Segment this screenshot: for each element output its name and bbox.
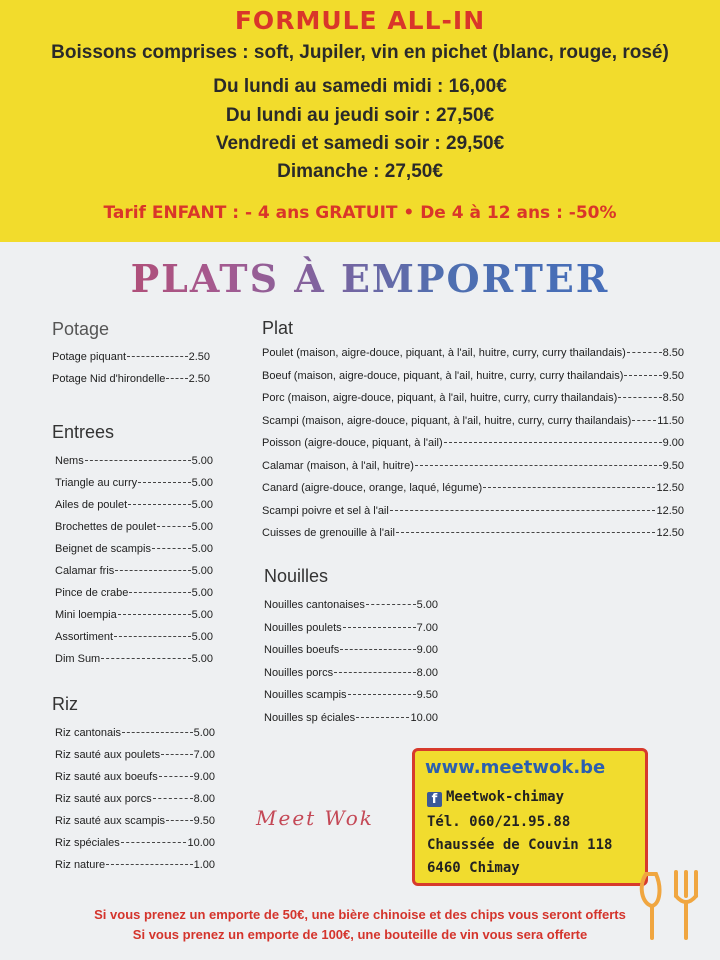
potage-item-name: Potage Nid d'hirondelle bbox=[52, 373, 166, 385]
riz-item-price: 10.00 bbox=[187, 837, 215, 849]
dotted-leader bbox=[624, 375, 661, 376]
riz-item bbox=[55, 859, 215, 871]
nouilles-heading: Nouilles bbox=[264, 566, 329, 586]
dotted-leader bbox=[115, 570, 190, 571]
entree-item-price: 5.00 bbox=[191, 543, 213, 555]
nouilles-item-name: Nouilles poulets bbox=[264, 621, 342, 634]
entree-item-price: 5.00 bbox=[191, 477, 213, 489]
formule-title: FORMULE ALL-IN bbox=[234, 6, 486, 35]
dotted-leader bbox=[121, 842, 187, 843]
dotted-leader bbox=[129, 592, 190, 593]
nouilles-item-price: 8.00 bbox=[416, 666, 438, 679]
dotted-leader bbox=[85, 460, 191, 461]
riz-item bbox=[55, 815, 215, 827]
dotted-leader bbox=[106, 864, 192, 865]
riz-item bbox=[55, 837, 215, 849]
plat-item-name: Calamar (maison, à l'ail, huitre) bbox=[262, 459, 414, 472]
facebook-line[interactable] bbox=[427, 789, 564, 807]
entree-item-name: Dim Sum bbox=[55, 653, 101, 665]
dotted-leader bbox=[122, 732, 193, 733]
formule-price-1: Du lundi au samedi midi : 16,00€ bbox=[213, 76, 507, 97]
plat-item-price: 11.50 bbox=[657, 414, 684, 427]
phone-number: Tél. 060/21.95.88 bbox=[427, 814, 571, 830]
entree-item bbox=[55, 565, 213, 577]
plat-item-price: 12.50 bbox=[656, 527, 684, 539]
nouilles-item bbox=[264, 622, 438, 634]
nouilles-item-price: 9.50 bbox=[416, 689, 438, 701]
entree-item-price: 5.00 bbox=[191, 587, 213, 599]
dotted-leader bbox=[161, 754, 192, 755]
nouilles-item-price: 10.00 bbox=[410, 711, 438, 724]
riz-item-price: 8.00 bbox=[193, 793, 215, 805]
potage-item-price: 2.50 bbox=[188, 351, 210, 363]
entree-item-name: Pince de crabe bbox=[55, 587, 129, 599]
entree-item-price: 5.00 bbox=[191, 609, 213, 621]
meet-wok-logo: Meet Wok bbox=[256, 806, 374, 830]
dotted-leader bbox=[152, 548, 191, 549]
potage-item bbox=[52, 351, 210, 363]
entree-item bbox=[55, 631, 213, 643]
plat-item-name: Poulet (maison, aigre-douce, piquant, à l'ail, huitre, curry, curry thailandais) bbox=[262, 347, 626, 359]
riz-item-name: Riz cantonais bbox=[55, 727, 122, 739]
nouilles-item-price: 5.00 bbox=[416, 599, 438, 611]
entree-item-name: Beignet de scampis bbox=[55, 543, 151, 555]
child-rate: Tarif ENFANT : - 4 ans GRATUIT • De 4 à 12 ans : -50% bbox=[103, 203, 617, 223]
potage-heading: Potage bbox=[52, 319, 110, 339]
entree-item-price: 5.00 bbox=[191, 631, 213, 643]
nouilles-item bbox=[264, 667, 438, 679]
address-line-1: Chaussée de Couvin 118 bbox=[427, 837, 613, 853]
formule-price-2: Du lundi au jeudi soir : 27,50€ bbox=[225, 105, 495, 126]
dotted-leader bbox=[415, 465, 662, 466]
plat-item-price: 8.50 bbox=[662, 347, 684, 359]
riz-item-name: Riz spéciales bbox=[55, 837, 120, 849]
entree-item-price: 5.00 bbox=[191, 565, 213, 577]
entree-item-price: 5.00 bbox=[191, 653, 213, 665]
entree-item-name: Mini loempia bbox=[55, 609, 117, 621]
plat-item bbox=[262, 392, 684, 404]
plat-item-price: 9.00 bbox=[662, 437, 684, 449]
dotted-leader bbox=[166, 378, 187, 379]
potage-item bbox=[52, 373, 210, 385]
dotted-leader bbox=[343, 627, 416, 628]
plat-item bbox=[262, 527, 684, 539]
riz-item bbox=[55, 771, 215, 783]
riz-item-name: Riz sauté aux boeufs bbox=[55, 771, 158, 783]
website-link[interactable]: www.meetwok.be bbox=[425, 757, 606, 778]
riz-item bbox=[55, 793, 215, 805]
plat-item bbox=[262, 505, 684, 517]
nouilles-item-name: Nouilles porcs bbox=[264, 666, 334, 679]
facebook-icon: f bbox=[427, 792, 442, 807]
potage-item-price: 2.50 bbox=[188, 373, 210, 385]
nouilles-item-price: 7.00 bbox=[416, 621, 438, 634]
dotted-leader bbox=[157, 526, 191, 527]
entree-item bbox=[55, 653, 213, 665]
plat-item-price: 9.50 bbox=[662, 369, 684, 382]
entree-item bbox=[55, 499, 213, 511]
plats-title: PLATS À EMPORTER bbox=[0, 256, 720, 301]
plat-item bbox=[262, 370, 684, 382]
entrees-heading: Entrees bbox=[52, 422, 115, 442]
entree-item-name: Brochettes de poulet bbox=[55, 521, 156, 533]
riz-item-price: 5.00 bbox=[193, 727, 215, 739]
nouilles-item-name: Nouilles scampis bbox=[264, 689, 347, 701]
potage-item-name: Potage piquant bbox=[52, 351, 127, 363]
nouilles-item-name: Nouilles boeufs bbox=[264, 644, 340, 656]
entree-item bbox=[55, 521, 213, 533]
plat-item-name: Poisson (aigre-douce, piquant, à l'ail) bbox=[262, 437, 443, 449]
nouilles-item-name: Nouilles cantonaises bbox=[264, 599, 365, 611]
entree-item bbox=[55, 477, 213, 489]
plat-item-name: Cuisses de grenouille à l'ail bbox=[262, 527, 395, 539]
riz-item-price: 9.50 bbox=[193, 815, 215, 827]
dotted-leader bbox=[618, 397, 661, 398]
entree-item bbox=[55, 543, 213, 555]
plat-item bbox=[262, 347, 684, 359]
footer-offer-2: Si vous prenez un emporte de 100€, une bouteille de vin vous sera offerte bbox=[132, 927, 588, 942]
dotted-leader bbox=[114, 636, 191, 637]
entree-item-name: Calamar fris bbox=[55, 565, 115, 577]
dotted-leader bbox=[390, 510, 656, 511]
riz-item-price: 9.00 bbox=[193, 771, 215, 783]
nouilles-item bbox=[264, 712, 438, 724]
plat-item-price: 9.50 bbox=[662, 459, 684, 472]
plat-item bbox=[262, 415, 684, 427]
formule-drinks: Boissons comprises : soft, Jupiler, vin en pichet (blanc, rouge, rosé) bbox=[51, 42, 669, 63]
nouilles-item bbox=[264, 644, 438, 656]
entree-item bbox=[55, 609, 213, 621]
entree-item-price: 5.00 bbox=[191, 499, 213, 511]
plat-item-name: Scampi (maison, aigre-douce, piquant, à l'ail, huitre, curry, curry thailandais) bbox=[262, 414, 632, 427]
nouilles-item-price: 9.00 bbox=[416, 644, 438, 656]
riz-heading: Riz bbox=[52, 694, 78, 714]
riz-item bbox=[55, 749, 215, 761]
dotted-leader bbox=[356, 717, 409, 718]
entree-item bbox=[55, 455, 213, 467]
nouilles-item bbox=[264, 689, 438, 701]
plat-heading: Plat bbox=[262, 318, 294, 338]
footer-offer-1: Si vous prenez un emporte de 50€, une bière chinoise et des chips vous seront offerts bbox=[94, 907, 626, 922]
dotted-leader bbox=[127, 356, 188, 357]
dotted-leader bbox=[118, 614, 191, 615]
dotted-leader bbox=[483, 487, 655, 488]
facebook-name: Meetwok-chimay bbox=[446, 789, 565, 805]
cutlery-watermark-icon bbox=[636, 866, 704, 944]
plat-item-price: 12.50 bbox=[656, 482, 684, 494]
dotted-leader bbox=[348, 694, 416, 695]
dotted-leader bbox=[334, 672, 415, 673]
contact-box bbox=[412, 748, 648, 886]
riz-item-name: Riz sauté aux porcs bbox=[55, 793, 152, 805]
dotted-leader bbox=[444, 442, 662, 443]
dotted-leader bbox=[340, 649, 415, 650]
riz-item-price: 1.00 bbox=[193, 859, 215, 871]
dotted-leader bbox=[632, 420, 656, 421]
nouilles-item bbox=[264, 599, 438, 611]
entree-item-price: 5.00 bbox=[191, 455, 213, 467]
entree-item-name: Triangle au curry bbox=[55, 477, 138, 489]
entree-item-price: 5.00 bbox=[191, 521, 213, 533]
plat-item-name: Porc (maison, aigre-douce, piquant, à l'ail, huitre, curry, curry thailandais) bbox=[262, 392, 618, 404]
plat-item bbox=[262, 437, 684, 449]
riz-item-name: Riz sauté aux poulets bbox=[55, 749, 161, 761]
formule-price-3: Vendredi et samedi soir : 29,50€ bbox=[215, 133, 505, 154]
plat-item-price: 8.50 bbox=[662, 392, 684, 404]
nouilles-item-name: Nouilles sp éciales bbox=[264, 711, 356, 724]
entree-item bbox=[55, 587, 213, 599]
riz-item-name: Riz sauté aux scampis bbox=[55, 815, 166, 827]
dotted-leader bbox=[138, 482, 190, 483]
dotted-leader bbox=[396, 532, 656, 533]
address-line-2: 6460 Chimay bbox=[427, 860, 520, 876]
dotted-leader bbox=[166, 820, 193, 821]
dotted-leader bbox=[627, 352, 662, 353]
dotted-leader bbox=[128, 504, 190, 505]
formule-price-4: Dimanche : 27,50€ bbox=[277, 161, 443, 182]
entree-item-name: Ailes de poulet bbox=[55, 499, 128, 511]
plat-item-name: Canard (aigre-douce, orange, laqué, légume) bbox=[262, 482, 483, 494]
entree-item-name: Nems bbox=[55, 455, 84, 467]
plat-item bbox=[262, 460, 684, 472]
plat-item-name: Scampi poivre et sel à l'ail bbox=[262, 504, 389, 517]
entree-item-name: Assortiment bbox=[55, 631, 114, 643]
riz-item-price: 7.00 bbox=[193, 749, 215, 761]
dotted-leader bbox=[101, 658, 190, 659]
dotted-leader bbox=[153, 798, 193, 799]
dotted-leader bbox=[366, 604, 416, 605]
riz-item-name: Riz nature bbox=[55, 859, 106, 871]
formule-banner bbox=[0, 0, 720, 242]
plat-item bbox=[262, 482, 684, 494]
dotted-leader bbox=[159, 776, 193, 777]
plat-item-price: 12.50 bbox=[656, 504, 684, 517]
riz-item bbox=[55, 727, 215, 739]
plat-item-name: Boeuf (maison, aigre-douce, piquant, à l'ail, huitre, curry, curry thailandais) bbox=[262, 369, 624, 382]
